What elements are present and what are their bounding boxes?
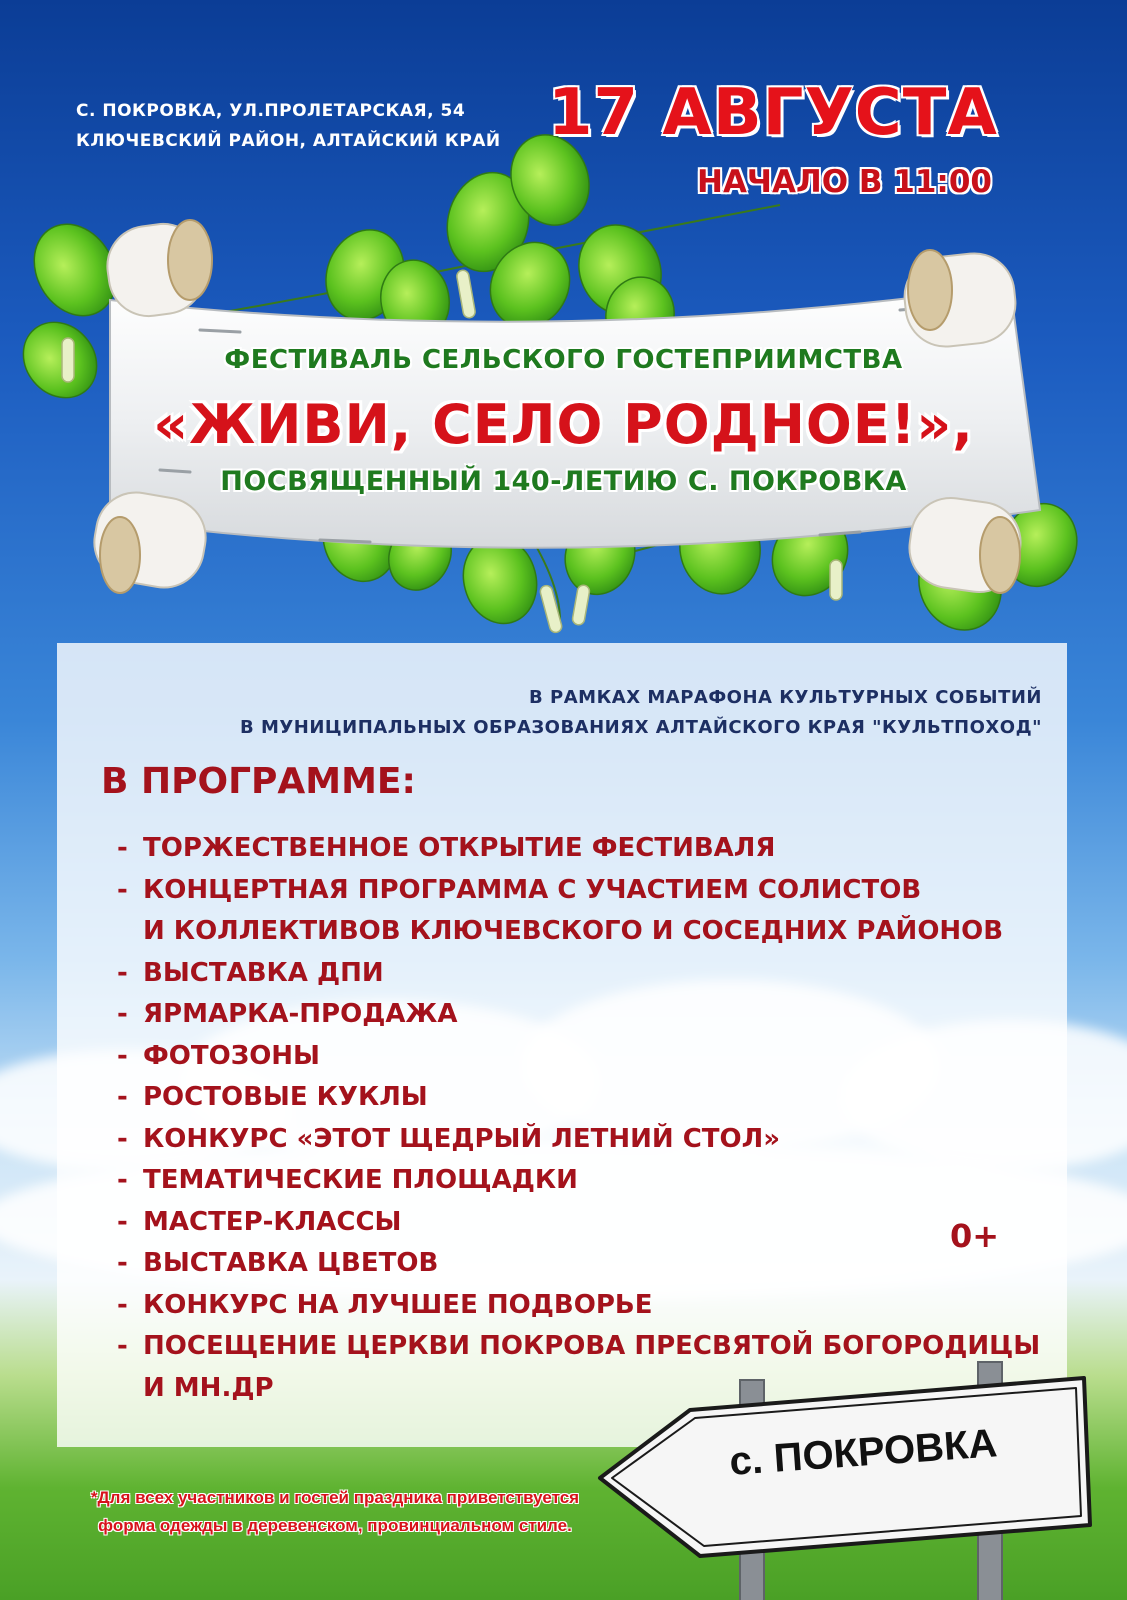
start-time: НАЧАЛО В 11:00 [697,164,992,200]
festival-dedication: ПОСВЯЩЕННЫЙ 140-ЛЕТИЮ С. ПОКРОВКА [220,466,907,497]
list-item: - РОСТОВЫЕ КУКЛЫ [117,1082,428,1112]
list-item: - КОНКУРС НА ЛУЧШЕЕ ПОДВОРЬЕ [117,1289,653,1320]
list-item: - КОНЦЕРТНАЯ ПРОГРАММА С УЧАСТИЕМ СОЛИСТОВ И КОЛЛЕКТИВОВ КЛЮЧЕВСКОГО И СОСЕДНИХ РАЙОНОВ [117,874,1004,946]
marathon-line-1: В РАМКАХ МАРАФОНА КУЛЬТУРНЫХ СОБЫТИЙ [529,687,1042,708]
festival-title: «ЖИВИ, СЕЛО РОДНОЕ!», [153,393,974,456]
list-item: - МАСТЕР-КЛАССЫ [117,1206,402,1237]
list-item: - ВЫСТАВКА ЦВЕТОВ [117,1248,439,1278]
marathon-line-2: В МУНИЦИПАЛЬНЫХ ОБРАЗОВАНИЯХ АЛТАЙСКОГО КРАЯ "КУЛЬТПОХОД" [240,717,1042,738]
program-heading: В ПРОГРАММЕ: [101,761,416,802]
list-item: - КОНКУРС «ЭТОТ ЩЕДРЫЙ ЛЕТНИЙ СТОЛ» [117,1123,781,1154]
sign-label: с. ПОКРОВКА [728,1421,999,1484]
list-item: - ВЫСТАВКА ДПИ [117,957,384,988]
list-item: - ЯРМАРКА-ПРОДАЖА [117,999,458,1029]
dress-code-note [60,1484,610,1540]
list-item: - ТОРЖЕСТВЕННОЕ ОТКРЫТИЕ ФЕСТИВАЛЯ [117,833,776,863]
note-line-1: *Для всех участников и гостей праздника приветствуется [90,1488,580,1507]
address-line-1: С. ПОКРОВКА, УЛ.ПРОЛЕТАРСКАЯ, 54 [76,101,466,121]
address-line-2: КЛЮЧЕВСКИЙ РАЙОН, АЛТАЙСКИЙ КРАЙ [76,131,501,151]
festival-subtitle: ФЕСТИВАЛЬ СЕЛЬСКОГО ГОСТЕПРИИМСТВА [224,345,903,375]
age-rating-badge: 0+ [950,1217,1000,1255]
list-item: - ФОТОЗОНЫ [117,1040,320,1071]
note-line-2: форма одежды в деревенском, провинциальном стиле. [98,1516,572,1535]
list-item: - ТЕМАТИЧЕСКИЕ ПЛОЩАДКИ [117,1165,578,1195]
list-item: - ПОСЕЩЕНИЕ ЦЕРКВИ ПОКРОВА ПРЕСВЯТОЙ БОГОРОДИЦЫ И МН.ДР [117,1331,1041,1403]
event-date: 17 АВГУСТА [548,76,998,150]
